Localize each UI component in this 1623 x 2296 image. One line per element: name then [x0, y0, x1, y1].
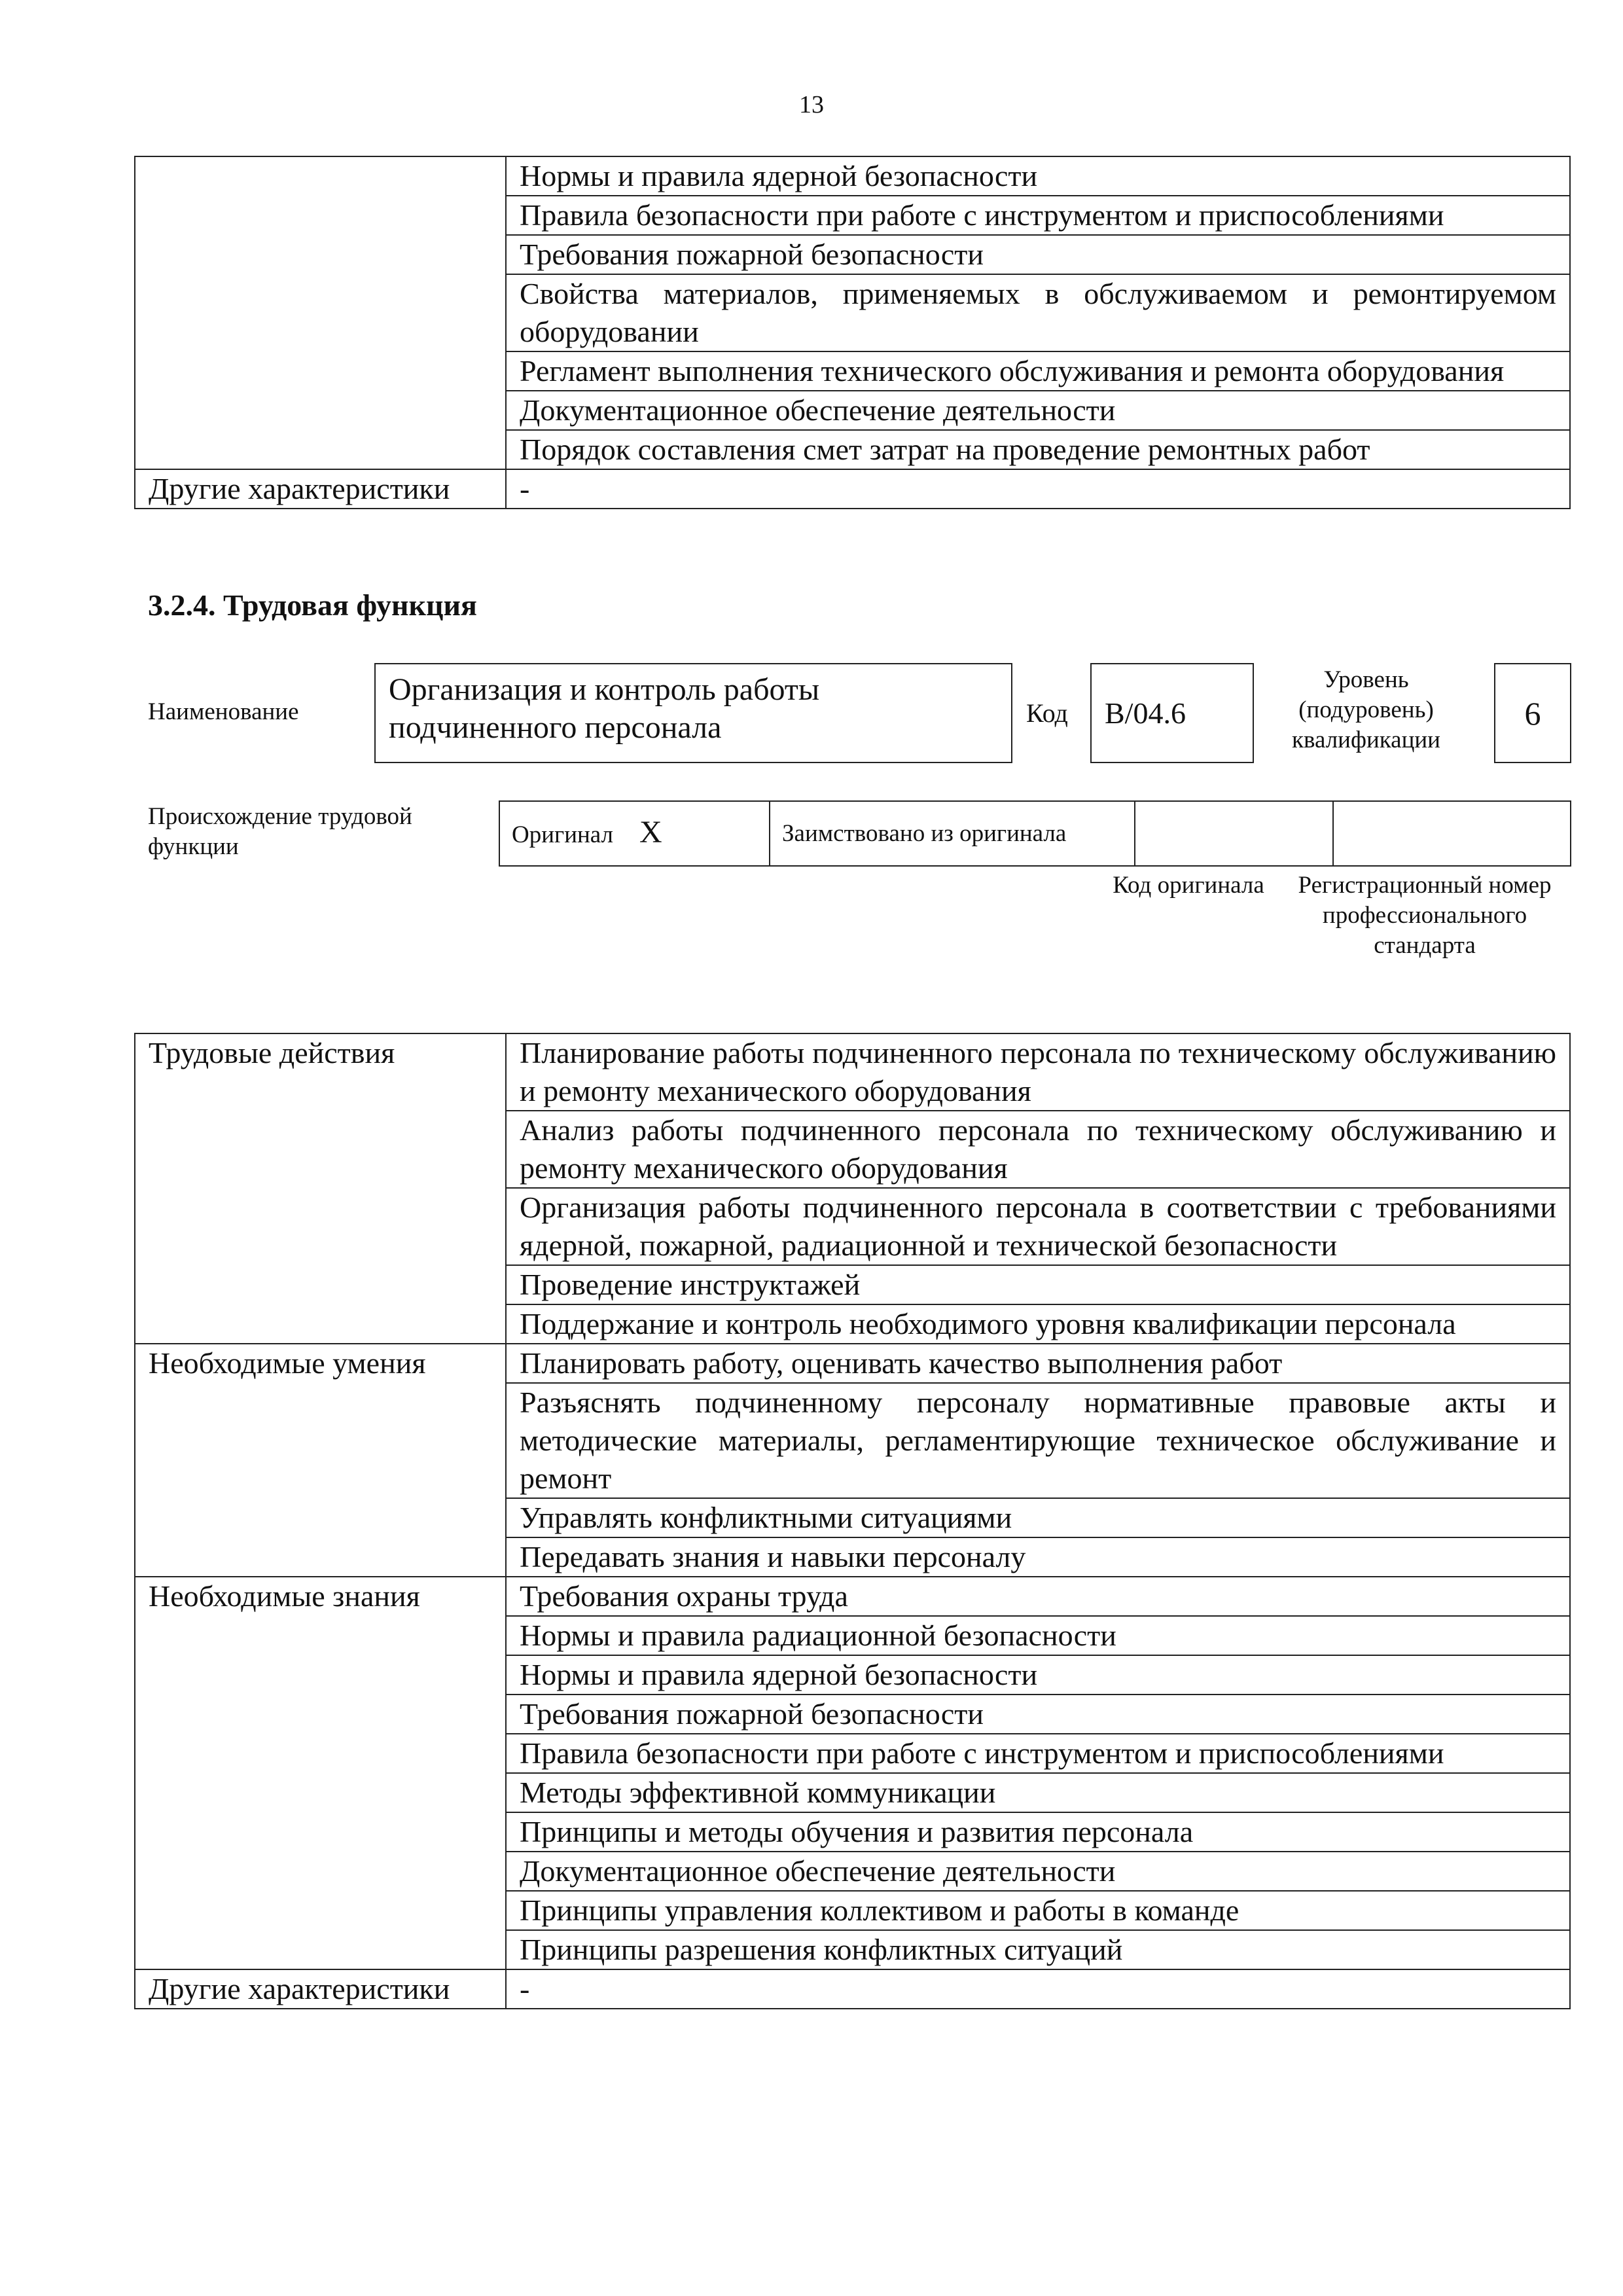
other-characteristics-row — [135, 469, 1570, 509]
previous-knowledge-label — [135, 156, 506, 469]
previous-knowledge-table — [134, 156, 1571, 509]
previous-knowledge-item: Порядок составления смет затрат на проведение ремонтных работ — [506, 430, 1570, 469]
qualification-level-box: 6 — [1494, 663, 1571, 763]
origin-table — [499, 800, 1571, 867]
qualification-level-label: Уровень (подуровень) квалификации — [1292, 666, 1440, 753]
labor-actions-row — [135, 1033, 1570, 1111]
labor-actions-item: Анализ работы подчиненного персонала по техническому обслуживанию и ремонту механического оборудования — [506, 1111, 1570, 1188]
previous-knowledge-item: Нормы и правила ядерной безопасности — [506, 156, 1570, 196]
other-characteristics-row — [135, 1969, 1570, 2009]
required-skills-item: Разъяснять подчиненному персоналу нормативные правовые акты и методические материалы, регламентирующие техническое обслуживание и ремонт — [506, 1383, 1570, 1498]
original-code-cell — [1135, 801, 1333, 866]
required-knowledge-item: Документационное обеспечение деятельности — [506, 1852, 1570, 1891]
required-knowledge-item: Нормы и правила радиационной безопасности — [506, 1616, 1570, 1655]
required-skills-row — [135, 1344, 1570, 1383]
labor-actions-item: Планирование работы подчиненного персонала по техническому обслуживанию и ремонту механического оборудования — [506, 1033, 1570, 1111]
function-code-box: B/04.6 — [1090, 663, 1254, 763]
section-heading: 3.2.4. Трудовая функция — [148, 588, 477, 622]
other-characteristics-value: - — [506, 469, 1570, 509]
labor-actions-item: Организация работы подчиненного персонала в соответствии с требованиями ядерной, пожарной, радиационной и технической безопасности — [506, 1188, 1570, 1265]
borrowed-cell: Заимствовано из оригинала — [770, 801, 1135, 866]
required-knowledge-item: Нормы и правила ядерной безопасности — [506, 1655, 1570, 1695]
code-label: Код — [1026, 698, 1068, 728]
required-knowledge-item: Правила безопасности при работе с инструментом и приспособлениями — [506, 1734, 1570, 1773]
required-knowledge-item: Принципы и методы обучения и развития персонала — [506, 1812, 1570, 1852]
page-number: 13 — [799, 91, 824, 118]
previous-knowledge-item: Документационное обеспечение деятельности — [506, 391, 1570, 430]
original-mark: X — [639, 814, 662, 850]
previous-knowledge-item: Свойства материалов, применяемых в обслуживаемом и ремонтируемом оборудовании — [506, 274, 1570, 351]
labor-function-table — [134, 1033, 1571, 2009]
other-characteristics-value: - — [506, 1969, 1570, 2009]
other-characteristics-label: Другие характеристики — [135, 469, 506, 509]
required-skills-label: Необходимые умения — [135, 1344, 506, 1577]
original-code-caption: Код оригинала — [1113, 872, 1264, 899]
required-skills-item: Планировать работу, оценивать качество выполнения работ — [506, 1344, 1570, 1383]
registration-number-caption: Регистрационный номер профессионального стандарта — [1298, 872, 1552, 959]
origin-label: Происхождение трудовой функции — [148, 803, 412, 860]
original-cell — [499, 801, 770, 866]
previous-knowledge-row — [135, 156, 1570, 196]
other-characteristics-label: Другие характеристики — [135, 1969, 506, 2009]
required-skills-item: Управлять конфликтными ситуациями — [506, 1498, 1570, 1537]
name-label: Наименование — [148, 698, 299, 725]
registration-number-cell — [1333, 801, 1571, 866]
required-knowledge-item: Методы эффективной коммуникации — [506, 1773, 1570, 1812]
function-name-box: Организация и контроль работы подчиненного персонала — [374, 663, 1012, 763]
required-knowledge-row — [135, 1577, 1570, 1616]
required-knowledge-item: Требования охраны труда — [506, 1577, 1570, 1616]
labor-actions-item: Проведение инструктажей — [506, 1265, 1570, 1304]
required-knowledge-label: Необходимые знания — [135, 1577, 506, 1969]
original-label: Оригинал — [512, 821, 614, 848]
required-knowledge-item: Принципы разрешения конфликтных ситуаций — [506, 1930, 1570, 1969]
required-knowledge-item: Принципы управления коллективом и работы в команде — [506, 1891, 1570, 1930]
previous-knowledge-item: Правила безопасности при работе с инструментом и приспособлениями — [506, 196, 1570, 235]
labor-actions-label: Трудовые действия — [135, 1033, 506, 1344]
previous-knowledge-item: Требования пожарной безопасности — [506, 235, 1570, 274]
previous-knowledge-item: Регламент выполнения технического обслуживания и ремонта оборудования — [506, 351, 1570, 391]
labor-actions-item: Поддержание и контроль необходимого уровня квалификации персонала — [506, 1304, 1570, 1344]
required-knowledge-item: Требования пожарной безопасности — [506, 1695, 1570, 1734]
required-skills-item: Передавать знания и навыки персоналу — [506, 1537, 1570, 1577]
